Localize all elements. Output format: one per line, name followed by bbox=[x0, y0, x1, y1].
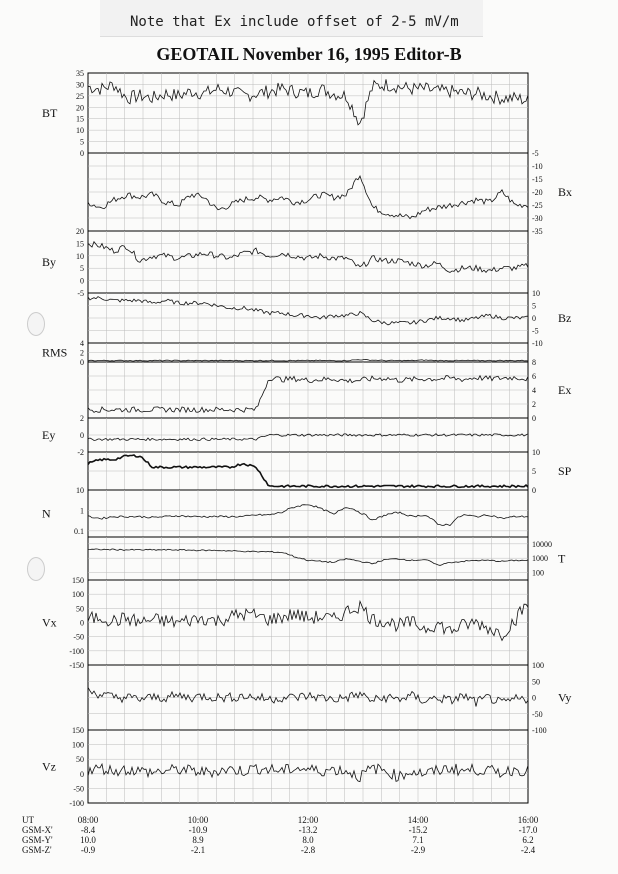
panel-label-ey: Ey bbox=[42, 428, 56, 442]
footer-value: 8.0 bbox=[302, 835, 314, 845]
tick-label: -2 bbox=[77, 448, 84, 457]
tick-label: -150 bbox=[69, 661, 84, 670]
tick-label: 2 bbox=[532, 400, 536, 409]
tick-label: 0 bbox=[532, 693, 536, 703]
tick-label: 20 bbox=[76, 227, 84, 236]
footer-value: -2.1 bbox=[190, 845, 206, 855]
panel-label-n: N bbox=[42, 506, 51, 521]
tick-label: 5 bbox=[532, 467, 536, 476]
tick-label: 6 bbox=[532, 372, 536, 381]
tick-label: 5 bbox=[532, 301, 536, 311]
tick-label: 0.1 bbox=[74, 526, 84, 536]
footer-value: 14:00 bbox=[407, 815, 429, 825]
tick-label: 15 bbox=[76, 114, 84, 124]
footer-value: -0.9 bbox=[80, 845, 96, 855]
footer-value: 10:00 bbox=[187, 815, 209, 825]
tick-label: 0 bbox=[80, 769, 84, 779]
tick-label: 2 bbox=[80, 414, 84, 423]
panel-label-rms: RMS bbox=[42, 345, 68, 360]
tick-label: -5 bbox=[77, 289, 84, 298]
tick-label: 10 bbox=[76, 126, 84, 136]
tick-label: -25 bbox=[532, 201, 543, 210]
tick-label: -100 bbox=[532, 726, 547, 735]
tick-label: 5 bbox=[80, 264, 84, 274]
tick-label: -10 bbox=[532, 339, 543, 348]
tick-label: -100 bbox=[69, 799, 84, 808]
tick-label: -10 bbox=[532, 162, 543, 171]
tick-label: -100 bbox=[69, 646, 84, 656]
footer-value: 16:00 bbox=[517, 815, 539, 825]
footer-value: -2.8 bbox=[300, 845, 316, 855]
tick-label: 10 bbox=[76, 486, 84, 495]
tick-label: 0 bbox=[532, 314, 536, 323]
footer-value: 8.9 bbox=[192, 835, 204, 845]
footer-value: -8.4 bbox=[80, 825, 96, 835]
tick-label: 50 bbox=[76, 755, 84, 765]
tick-label: 0 bbox=[80, 618, 84, 628]
tick-label: -50 bbox=[532, 709, 543, 719]
tick-label: -5 bbox=[532, 326, 539, 336]
tick-label: 8 bbox=[532, 358, 536, 367]
panel-label-bx: Bx bbox=[558, 185, 573, 199]
tick-label: 5 bbox=[80, 137, 84, 147]
tick-label: -20 bbox=[532, 188, 543, 197]
footer-value: 10.0 bbox=[80, 835, 96, 845]
tick-label: 100 bbox=[72, 740, 84, 750]
note-text: Note that Ex include offset of 2-5 mV/m bbox=[130, 14, 459, 30]
tick-label: 1000 bbox=[532, 554, 548, 564]
tick-label: 100 bbox=[72, 590, 84, 600]
panel-label-bt: BT bbox=[42, 106, 58, 120]
tick-label: 10 bbox=[76, 251, 84, 261]
tick-label: 10 bbox=[532, 289, 540, 298]
tick-label: 25 bbox=[76, 91, 84, 101]
tick-label: 0 bbox=[80, 431, 84, 440]
footer-value: -2.9 bbox=[410, 845, 426, 855]
tick-label: 10 bbox=[532, 448, 540, 457]
footer-value: -17.0 bbox=[518, 825, 538, 835]
tick-label: 0 bbox=[532, 414, 536, 423]
footer-value: 08:00 bbox=[77, 815, 99, 825]
panel-label-bz: Bz bbox=[558, 311, 572, 325]
tick-label: 30 bbox=[76, 80, 84, 90]
panel-label-ex: Ex bbox=[558, 383, 572, 397]
panel-label-by: By bbox=[42, 255, 57, 269]
tick-label: 0 bbox=[80, 358, 84, 367]
tick-label: -50 bbox=[73, 632, 84, 642]
tick-label: 100 bbox=[532, 568, 544, 578]
footer-value: 7.1 bbox=[412, 835, 424, 845]
tick-label: -50 bbox=[73, 784, 84, 794]
tick-label: 50 bbox=[76, 604, 84, 614]
tick-label: 150 bbox=[72, 576, 84, 585]
footer-row-label: GSM-X' bbox=[22, 825, 53, 835]
tick-label: 100 bbox=[532, 661, 544, 670]
panel-label-vz: Vz bbox=[42, 759, 56, 774]
footer-value: 6.2 bbox=[522, 835, 534, 845]
tick-label: 20 bbox=[76, 103, 84, 113]
footer-row-label: GSM-Y' bbox=[22, 835, 53, 845]
tick-label: -35 bbox=[532, 227, 543, 236]
footer-value: -2.4 bbox=[520, 845, 536, 855]
tick-label: 4 bbox=[80, 339, 84, 348]
footer-value: -15.2 bbox=[408, 825, 428, 835]
footer-value: -10.9 bbox=[188, 825, 208, 835]
tick-label: 50 bbox=[532, 677, 540, 687]
tick-label: 0 bbox=[80, 276, 84, 286]
panel-label-sp: SP bbox=[558, 464, 572, 478]
tick-label: 35 bbox=[76, 69, 84, 78]
tick-label: 10000 bbox=[532, 539, 552, 549]
tick-label: 4 bbox=[532, 386, 536, 395]
tick-label: 0 bbox=[80, 149, 84, 158]
panel-label-vx: Vx bbox=[42, 615, 57, 630]
panel-label-vy: Vy bbox=[558, 690, 572, 705]
tick-label: -5 bbox=[532, 149, 539, 158]
tick-label: 150 bbox=[72, 726, 84, 735]
tick-label: 1 bbox=[80, 506, 84, 516]
footer-value: 12:00 bbox=[297, 815, 319, 825]
panel-label-t: T bbox=[558, 551, 566, 566]
tick-label: -15 bbox=[532, 175, 543, 184]
footer-row-label: GSM-Z' bbox=[22, 845, 52, 855]
tick-label: -30 bbox=[532, 214, 543, 223]
chart-title: GEOTAIL November 16, 1995 Editor-B bbox=[156, 44, 462, 64]
tick-label: 15 bbox=[76, 239, 84, 249]
tick-label: 2 bbox=[80, 348, 84, 358]
tick-label: 0 bbox=[532, 486, 536, 495]
footer-value: -13.2 bbox=[298, 825, 318, 835]
footer-row-label: UT bbox=[22, 815, 34, 825]
